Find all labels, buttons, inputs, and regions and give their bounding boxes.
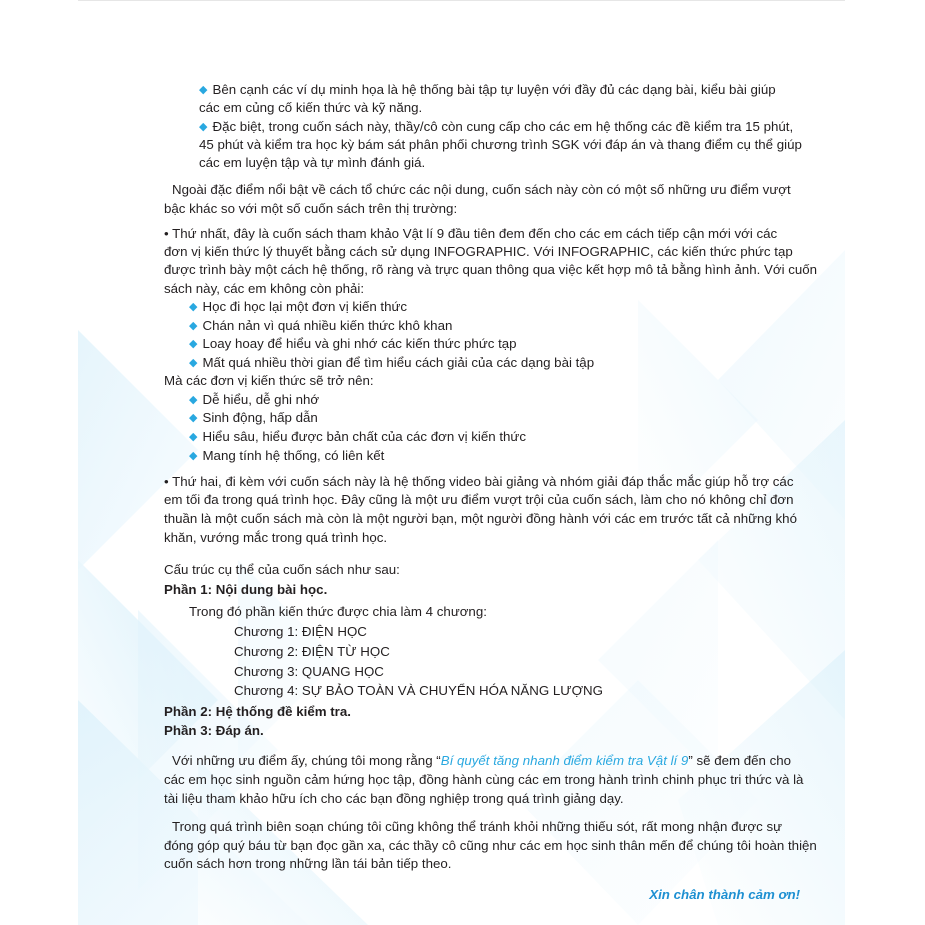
chapter-4: Chương 4: SỰ BẢO TOÀN VÀ CHUYỂN HÓA NĂNG LƯỢNG	[234, 683, 603, 698]
become-item-2: ◆ Sinh động, hấp dẫn	[189, 410, 318, 425]
book-title: Bí quyết tăng nhanh điểm kiểm tra Vật lí 9	[440, 753, 689, 768]
diamond-bullet-icon: ◆	[189, 431, 198, 443]
closing-thanks: Xin chân thành cảm ơn!	[649, 887, 800, 902]
intro-bullet-1-line-1: ◆ Bên cạnh các ví dụ minh họa là hệ thống bài tập tự luyện với đầy đủ các dạng bài, kiểu bài giúp	[199, 82, 776, 97]
intro-bullet-1-line-2: các em củng cố kiến thức và kỹ năng.	[199, 100, 423, 115]
hope-line-2: các em học sinh nguồn cảm hứng học tập, đồng hành cùng các em trong hành trình chinh phục tri thức và là	[164, 772, 804, 787]
second-point-line-1: • Thứ hai, đi kèm với cuốn sách này là hệ thống video bài giảng và nhóm giải đáp thắc mắc giúp hỗ trợ các	[164, 474, 794, 489]
diamond-bullet-icon: ◆	[189, 412, 198, 424]
become-item-3: ◆ Hiểu sâu, hiểu được bản chất của các đơn vị kiến thức	[189, 429, 526, 444]
part-1-description: Trong đó phần kiến thức được chia làm 4 chương:	[189, 604, 487, 619]
first-point-line-2: đơn vị kiến thức lý thuyết bằng cách sử dụng INFOGRAPHIC. Với INFOGRAPHIC, các kiến thức phức tạp	[164, 244, 793, 259]
part-1-heading: Phần 1: Nội dung bài học.	[164, 582, 328, 597]
first-point-line-3: được trình bày một cách hệ thống, rõ ràng và trực quan thông qua việc kết hợp mô tả bằng hình ảnh. Với cuốn	[164, 262, 818, 277]
apology-line-3: cuốn sách hơn trong những lần tái bản tiếp theo.	[164, 856, 452, 871]
diamond-bullet-icon: ◆	[199, 121, 208, 133]
diamond-bullet-icon: ◆	[189, 450, 198, 462]
chapter-1: Chương 1: ĐIỆN HỌC	[234, 624, 367, 639]
hope-line-3: tài liệu tham khảo hữu ích cho các bạn đồng nghiệp trong quá trình giảng dạy.	[164, 791, 624, 806]
chapter-2: Chương 2: ĐIỆN TỪ HỌC	[234, 644, 390, 659]
no-longer-item-4: ◆ Mất quá nhiều thời gian để tìm hiểu cách giải của các dạng bài tập	[189, 355, 595, 370]
features-line-1: Ngoài đặc điểm nổi bật về cách tổ chức các nội dung, cuốn sách này còn có một số những ưu điểm vượt	[172, 182, 791, 197]
intro-bullet-2-line-1: ◆ Đặc biệt, trong cuốn sách này, thầy/cô còn cung cấp cho các em hệ thống các đề kiểm tra 15 phút,	[199, 119, 794, 134]
diamond-bullet-icon: ◆	[189, 338, 198, 350]
structure-intro: Cấu trúc cụ thể của cuốn sách như sau:	[164, 562, 400, 577]
intro-bullet-2-line-3: các em luyện tập và tự mình đánh giá.	[199, 155, 426, 170]
second-point-line-4: khăn, vướng mắc trong quá trình học.	[164, 530, 388, 545]
hope-line-1: Với những ưu điểm ấy, chúng tôi mong rằng “Bí quyết tăng nhanh điểm kiểm tra Vật lí 9” sẽ đem đến cho	[172, 753, 792, 768]
become-item-4: ◆ Mang tính hệ thống, có liên kết	[189, 448, 385, 463]
chapter-3: Chương 3: QUANG HỌC	[234, 664, 384, 679]
features-line-2: bậc khác so với một số cuốn sách trên thị trường:	[164, 201, 458, 216]
first-point-line-1: • Thứ nhất, đây là cuốn sách tham khảo Vật lí 9 đầu tiên đem đến cho các em cách tiếp cận mới với các	[164, 226, 778, 241]
second-point-line-2: em tối đa trong quá trình học. Đây cũng là một ưu điểm vượt trội của cuốn sách, làm cho nó không chỉ đơn	[164, 492, 794, 507]
become-intro: Mà các đơn vị kiến thức sẽ trở nên:	[164, 373, 374, 388]
apology-line-2: đóng góp quý báu từ bạn đọc gần xa, các thầy cô cũng như các em học sinh thân mến để chúng tôi hoàn thiện	[164, 838, 817, 853]
diamond-bullet-icon: ◆	[199, 84, 208, 96]
no-longer-item-2: ◆ Chán nản vì quá nhiều kiến thức khô khan	[189, 318, 453, 333]
diamond-bullet-icon: ◆	[189, 301, 198, 313]
first-point-line-4: sách này, các em không còn phải:	[164, 281, 365, 296]
diamond-bullet-icon: ◆	[189, 394, 198, 406]
document-page	[78, 0, 845, 925]
diamond-bullet-icon: ◆	[189, 357, 198, 369]
part-2-heading: Phần 2: Hệ thống đề kiểm tra.	[164, 704, 351, 719]
part-3-heading: Phần 3: Đáp án.	[164, 723, 264, 738]
no-longer-item-3: ◆ Loay hoay để hiểu và ghi nhớ các kiến thức phức tạp	[189, 336, 517, 351]
no-longer-item-1: ◆ Học đi học lại một đơn vị kiến thức	[189, 299, 408, 314]
apology-line-1: Trong quá trình biên soạn chúng tôi cũng không thể tránh khỏi những thiếu sót, rất mong nhận được sự	[172, 819, 783, 834]
intro-bullet-2-line-2: 45 phút và kiểm tra học kỳ bám sát phân phối chương trình SGK với đáp án và thang điểm cụ thể giúp	[199, 137, 802, 152]
page-content	[78, 0, 845, 925]
diamond-bullet-icon: ◆	[189, 320, 198, 332]
become-item-1: ◆ Dễ hiểu, dễ ghi nhớ	[189, 392, 320, 407]
second-point-line-3: thuần là một cuốn sách mà còn là một người bạn, một người đồng hành với các em trước tất cả những khó	[164, 511, 797, 526]
